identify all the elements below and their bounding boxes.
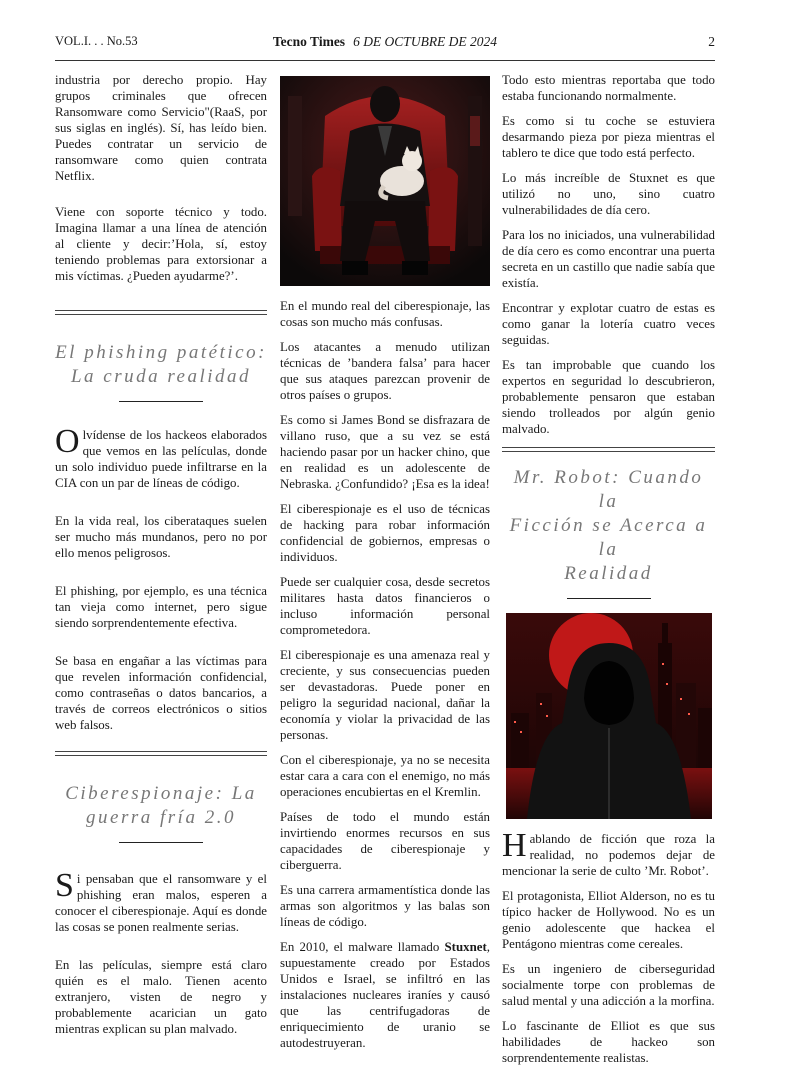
title-underline xyxy=(119,401,203,402)
paragraph xyxy=(55,867,267,935)
paragraph: Los atacantes a menudo utilizan técnicas de ’bandera falsa’ para hacer que sus ataques parezcan provenir de otros países o grupos. xyxy=(280,340,490,402)
paragraph: industria por derecho propio. Hay grupos criminales que ofrecen Ransomware como Servicio"(RaaS, por sus siglas en inglés). Sí, has leído bien. Puedes contratar un servicio de ransomware como quien contrata Netflix. xyxy=(55,73,267,183)
paragraph: El protagonista, Elliot Alderson, no es tu típico hacker de Hollywood. No es un genio adolescente que hackea el Pentágono mientras come cereales. xyxy=(502,889,715,951)
villain-cat-illustration xyxy=(280,76,490,286)
paragraph: Todo esto mientras reportaba que todo estaba funcionando normalmente. xyxy=(502,73,715,103)
paragraph-text: lvídense de los hackeos elaborados que vemos en las películas, donde un solo individuo puede infiltrarse en la CIA con un par de líneas de código. xyxy=(55,428,267,490)
volume-number: VOL.I. . . No.53 xyxy=(55,34,138,48)
title-underline xyxy=(119,842,203,843)
paragraph: El ciberespionaje es el uso de técnicas de hacking para robar información confidencial de gobiernos, empresas o individuos. xyxy=(280,502,490,564)
masthead xyxy=(55,34,715,50)
title-line: guerra fría 2.0 xyxy=(86,807,236,828)
page-number: 2 xyxy=(708,34,715,49)
paragraph-text: ablando de ficción que roza la realidad, no podemos dejar de mencionar la serie de culto ’Mr. Robot’. xyxy=(502,832,715,878)
paragraph-text: i pensaban que el ransomware y el phishing eran malos, esperen a conocer el ciberespionaje. Aquí es donde las cosas se ponen realmente serias. xyxy=(55,872,267,934)
paragraph: Con el ciberespionaje, ya no se necesita estar cara a cara con el enemigo, no más operaciones encubiertas en el Kremlin. xyxy=(280,753,490,799)
paragraph: Es una carrera armamentística donde las armas son algoritmos y las balas son líneas de código. xyxy=(280,883,490,929)
paragraph: Lo fascinante de Elliot es que sus habilidades de hackeo son sorprendentemente realistas. xyxy=(502,1019,715,1065)
paragraph: Es como si tu coche se estuviera desarmando pieza por pieza mientras el tablero te dice que todo está perfecto. xyxy=(502,114,715,160)
column-3 xyxy=(502,72,715,1066)
paragraph: El phishing, por ejemplo, es una técnica tan vieja como internet, pero sigue siendo sorprendentemente efectiva. xyxy=(55,584,267,630)
paragraph xyxy=(502,827,715,879)
paragraph: Puede ser cualquier cosa, desde secretos militares hasta datos financieros o incluso información personal comprometedora. xyxy=(280,575,490,637)
header-rule xyxy=(55,60,715,61)
paragraph: Lo más increíble de Stuxnet es que utilizó no uno, sino cuatro vulnerabilidades de día cero. xyxy=(502,171,715,217)
page-header xyxy=(55,34,715,54)
paragraph: Es como si James Bond se disfrazara de villano ruso, que a su vez se está haciendo pasar por un hacker chino, que en realidad es un adolescente de Nebraska. ¿Confundido? ¡Esa es la idea! xyxy=(280,413,490,491)
stuxnet-term: Stuxnet xyxy=(444,940,487,954)
villain-image xyxy=(280,76,490,286)
paragraph: Encontrar y explotar cuatro de estas es como ganar la lotería cuatro veces seguidas. xyxy=(502,301,715,347)
drop-cap: S xyxy=(55,867,74,904)
paragraph: Se basa en engañar a las víctimas para que revelen información confidencial, como contraseñas o datos bancarios, a través de correos electrónicos o sitios web falsos. xyxy=(55,654,267,732)
title-line: Mr. Robot: Cuando la xyxy=(513,467,704,512)
title-line: Ficción se Acerca a la xyxy=(509,515,708,560)
title-underline xyxy=(567,598,651,599)
column-1 xyxy=(55,72,267,1037)
paragraph: En las películas, siempre está claro quién es el malo. Tienen acento extranjero, visten de negro y probablemente acarician un gato mientras explican su plan malvado. xyxy=(55,958,267,1036)
drop-cap: H xyxy=(502,827,527,864)
section-title-mr-robot xyxy=(502,466,715,586)
paragraph: En la vida real, los ciberataques suelen ser mucho más mundanos, pero no por ello menos peligrosos. xyxy=(55,514,267,560)
paragraph-text: En 2010, el malware llamado xyxy=(280,940,445,954)
issue-date: 6 DE OCTUBRE DE 2024 xyxy=(353,34,498,49)
paper-name: Tecno Times xyxy=(272,34,346,49)
paragraph xyxy=(55,423,267,491)
paragraph: Para los no iniciados, una vulnerabilidad de día cero es como encontrar una puerta secreta en un castillo que nadie sabía que existía. xyxy=(502,228,715,290)
paragraph: El ciberespionaje es una amenaza real y creciente, y sus consecuencias pueden ser devastadoras. Puede poner en peligro la seguridad nacional, dañar la economía y violar la privacidad de las personas. xyxy=(280,648,490,742)
hooded-hacker-illustration xyxy=(506,613,712,819)
drop-cap: O xyxy=(55,423,80,460)
paragraph: En el mundo real del ciberespionaje, las cosas son mucho más confusas. xyxy=(280,299,490,329)
title-line: Ciberespionaje: La xyxy=(65,783,257,804)
paragraph xyxy=(280,939,490,1051)
paragraph: Es un ingeniero de ciberseguridad socialmente torpe con problemas de salud mental y una adicción a la morfina. xyxy=(502,962,715,1008)
title-line: La cruda realidad xyxy=(70,366,252,387)
paragraph: Es tan improbable que cuando los expertos en seguridad lo descubrieron, probablemente pensaron que estaban siendo trolleados por algún genio malvado. xyxy=(502,358,715,436)
paragraph: Viene con soporte técnico y todo. Imagina llamar a una línea de atención al cliente y decir:’Hola, sí, estoy teniendo problemas para extorsionar a mis víctimas. ¿Pueden ayudarme?’. xyxy=(55,205,267,283)
section-title-phishing xyxy=(55,341,267,389)
hacker-image xyxy=(506,613,712,819)
paragraph: Países de todo el mundo están invirtiendo enormes recursos en sus capacidades de ciberespionaje y ciberguerra. xyxy=(280,810,490,872)
column-2 xyxy=(280,72,490,1051)
title-line: Realidad xyxy=(564,563,653,584)
title-line: El phishing patético: xyxy=(55,342,267,363)
paragraph-text: , supuestamente creado por Estados Unidos e Israel, se infiltró en las instalaciones nucleares iraníes y causó que las centrifugadoras de enriquecimiento de uranio se autodestruyeran. xyxy=(280,940,490,1050)
section-title-espionaje xyxy=(55,782,267,830)
